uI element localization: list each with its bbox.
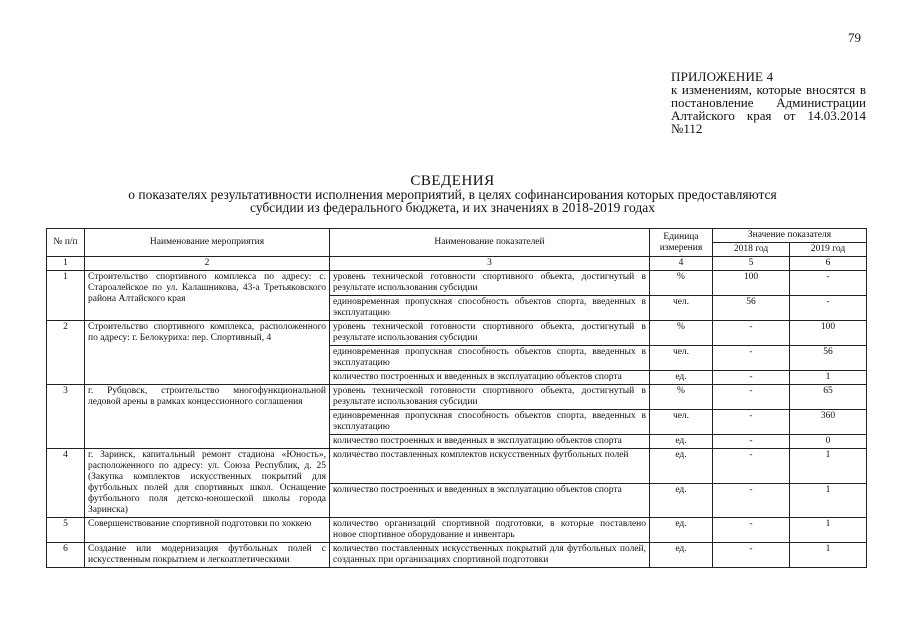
table-row [47, 271, 867, 296]
row-number: 4 [47, 449, 85, 518]
table-row [47, 543, 867, 568]
header-value: Значение показателя [713, 229, 867, 243]
event-name: Создание или модернизация футбольных полей с искусственным покрытием и легкоатлетическими [85, 543, 330, 568]
indicator-name: единовременная пропускная способность объектов спорта, введенных в эксплуатацию [330, 296, 650, 321]
table-body [47, 271, 867, 568]
unit-cell: ед. [650, 435, 713, 449]
unit-cell: ед. [650, 483, 713, 518]
event-name: г. Заринск, капитальный ремонт стадиона «Юность», расположенного по адресу: ул. Союза Республик, д. 25 (Закупка комплектов искусственных покрытий для футбольных полей для спортивных школ. Оснащение футбольного поля детско-юношеской школы города Заринска) [85, 449, 330, 518]
page-number: 79 [848, 30, 861, 45]
unit-cell: % [650, 271, 713, 296]
value-2018: - [713, 518, 790, 543]
unit-cell: чел. [650, 296, 713, 321]
unit-cell: % [650, 321, 713, 346]
unit-cell: чел. [650, 410, 713, 435]
event-name: Строительство спортивного комплекса по адресу: с. Староалейское по ул. Калашникова, 43-а Третьяковского района Алтайского края [85, 271, 330, 321]
value-2018: - [713, 449, 790, 484]
table-row [47, 321, 867, 346]
indicators-table [46, 228, 867, 568]
value-2018: - [713, 346, 790, 371]
header-2019: 2019 год [790, 243, 867, 257]
value-2019: 1 [790, 543, 867, 568]
header-unit: Единица измерения [650, 229, 713, 257]
indicator-name: количество построенных и введенных в эксплуатацию объектов спорта [330, 435, 650, 449]
event-name: Совершенствование спортивной подготовки по хоккею [85, 518, 330, 543]
title-line-2: субсидии из федерального бюджета, и их значениях в 2018-2019 годах [250, 200, 655, 215]
unit-cell: ед. [650, 449, 713, 484]
unit-cell: ед. [650, 371, 713, 385]
row-number: 6 [47, 543, 85, 568]
event-name: г. Рубцовск, строительство многофункциональной ледовой арены в рамках концессионного соглашения [85, 385, 330, 449]
value-2019: 360 [790, 410, 867, 435]
unit-cell: % [650, 385, 713, 410]
col-number: 1 [47, 257, 85, 271]
row-number: 5 [47, 518, 85, 543]
row-number: 2 [47, 321, 85, 385]
col-number: 6 [790, 257, 867, 271]
event-name: Строительство спортивного комплекса, расположенного по адресу: г. Белокуриха: пер. Спортивный, 4 [85, 321, 330, 385]
indicator-name: уровень технической готовности спортивного объекта, достигнутый в результате использования субсидии [330, 321, 650, 346]
value-2019: 56 [790, 346, 867, 371]
table-row [47, 449, 867, 484]
value-2018: 100 [713, 271, 790, 296]
indicator-name: количество поставленных искусственных покрытий для футбольных полей, созданных при организациях спортивной подготовки [330, 543, 650, 568]
indicator-name: количество организаций спортивной подготовки, в которые поставлено новое спортивное оборудование и инвентарь [330, 518, 650, 543]
appendix-heading: ПРИЛОЖЕНИЕ 4 [671, 69, 774, 84]
value-2018: - [713, 483, 790, 518]
header-event: Наименование мероприятия [85, 229, 330, 257]
header-indicator: Наименование показателей [330, 229, 650, 257]
col-number: 2 [85, 257, 330, 271]
value-2019: 65 [790, 385, 867, 410]
table-row [47, 518, 867, 543]
col-number: 4 [650, 257, 713, 271]
header-num: № п/п [47, 229, 85, 257]
value-2018: 56 [713, 296, 790, 321]
value-2018: - [713, 385, 790, 410]
col-number: 3 [330, 257, 650, 271]
document-title [0, 175, 905, 214]
indicator-name: количество построенных и введенных в эксплуатацию объектов спорта [330, 483, 650, 518]
value-2019: 1 [790, 518, 867, 543]
appendix-text: к изменениям, которые вносятся в постановление Администрации Алтайского края от 14.03.2014 №112 [671, 82, 866, 136]
value-2018: - [713, 321, 790, 346]
col-number: 5 [713, 257, 790, 271]
appendix-block [671, 70, 866, 135]
indicator-name: единовременная пропускная способность объектов спорта, введенных в эксплуатацию [330, 410, 650, 435]
value-2018: - [713, 435, 790, 449]
indicator-name: уровень технической готовности спортивного объекта, достигнутый в результате использования субсидии [330, 385, 650, 410]
title-main: СВЕДЕНИЯ [410, 173, 495, 189]
value-2019: 0 [790, 435, 867, 449]
column-numbers-row [47, 257, 867, 271]
indicator-name: количество поставленных комплектов искусственных футбольных полей [330, 449, 650, 484]
header-2018: 2018 год [713, 243, 790, 257]
value-2018: - [713, 371, 790, 385]
title-line-1: о показателях результативности исполнения мероприятий, в целях софинансирования которых предоставляются [128, 187, 777, 202]
value-2019: 100 [790, 321, 867, 346]
row-number: 3 [47, 385, 85, 449]
value-2018: - [713, 410, 790, 435]
value-2019: - [790, 271, 867, 296]
indicator-name: единовременная пропускная способность объектов спорта, введенных в эксплуатацию [330, 346, 650, 371]
unit-cell: чел. [650, 346, 713, 371]
indicator-name: уровень технической готовности спортивного объекта, достигнутый в результате использования субсидии [330, 271, 650, 296]
table-row [47, 385, 867, 410]
value-2019: 1 [790, 371, 867, 385]
value-2019: 1 [790, 483, 867, 518]
row-number: 1 [47, 271, 85, 321]
unit-cell: ед. [650, 543, 713, 568]
unit-cell: ед. [650, 518, 713, 543]
indicator-name: количество построенных и введенных в эксплуатацию объектов спорта [330, 371, 650, 385]
value-2019: 1 [790, 449, 867, 484]
value-2019: - [790, 296, 867, 321]
value-2018: - [713, 543, 790, 568]
